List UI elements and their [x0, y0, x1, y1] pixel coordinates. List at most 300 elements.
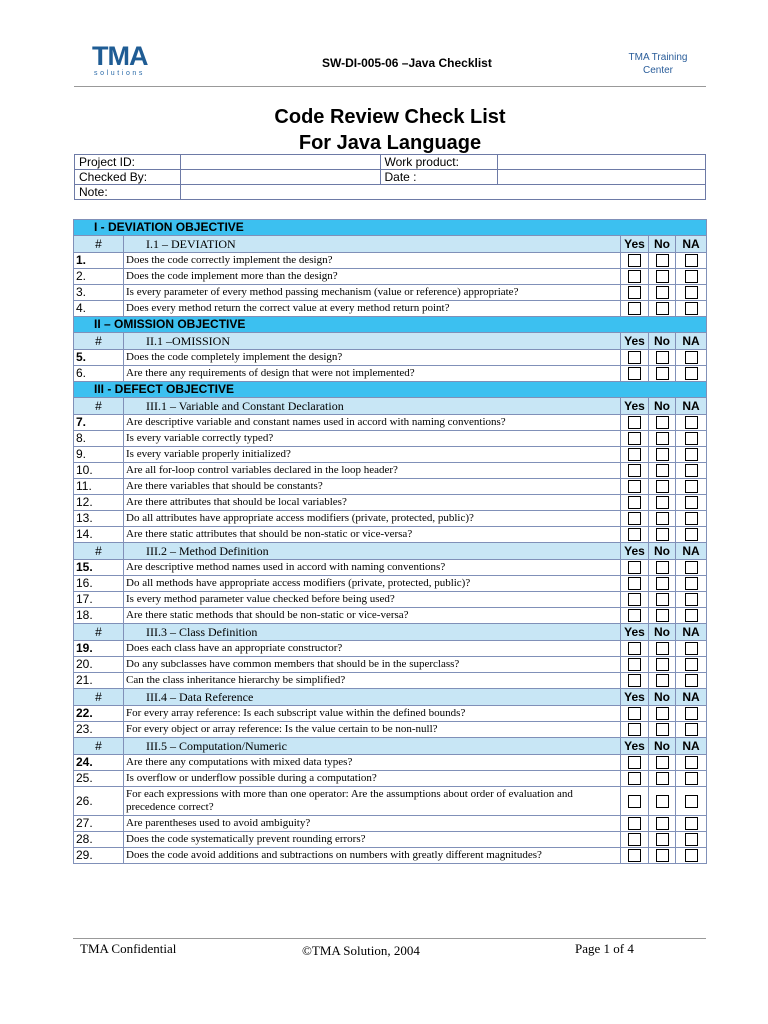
item-number: 27.	[74, 816, 124, 832]
no-cell	[649, 463, 676, 479]
no-checkbox[interactable]	[656, 609, 669, 622]
no-checkbox[interactable]	[656, 795, 669, 808]
section-title: II – OMISSION OBJECTIVE	[74, 317, 707, 333]
item-question: Does the code completely implement the design?	[124, 350, 621, 366]
no-checkbox[interactable]	[656, 302, 669, 315]
yes-checkbox[interactable]	[628, 270, 641, 283]
checklist-item-row	[74, 511, 707, 527]
no-checkbox[interactable]	[656, 254, 669, 267]
checklist-item-row	[74, 576, 707, 592]
yes-checkbox[interactable]	[628, 302, 641, 315]
yes-cell	[621, 641, 649, 657]
na-cell	[676, 755, 707, 771]
item-question: Does every method return the correct value at every method return point?	[124, 301, 621, 317]
no-cell	[649, 657, 676, 673]
yes-checkbox[interactable]	[628, 528, 641, 541]
item-number: 22.	[74, 706, 124, 722]
na-checkbox[interactable]	[685, 416, 698, 429]
na-checkbox[interactable]	[685, 609, 698, 622]
yes-checkbox[interactable]	[628, 254, 641, 267]
no-checkbox[interactable]	[656, 707, 669, 720]
yes-checkbox[interactable]	[628, 577, 641, 590]
na-checkbox[interactable]	[685, 756, 698, 769]
hash-header: #	[74, 333, 124, 350]
na-cell	[676, 706, 707, 722]
na-checkbox[interactable]	[685, 642, 698, 655]
no-cell	[649, 592, 676, 608]
yes-checkbox[interactable]	[628, 674, 641, 687]
na-cell	[676, 269, 707, 285]
yes-cell	[621, 771, 649, 787]
na-checkbox[interactable]	[685, 367, 698, 380]
na-cell	[676, 479, 707, 495]
item-number: 15.	[74, 560, 124, 576]
no-checkbox[interactable]	[656, 270, 669, 283]
item-number: 19.	[74, 641, 124, 657]
no-checkbox[interactable]	[656, 367, 669, 380]
document-code: SW-DI-005-06 –Java Checklist	[322, 56, 492, 70]
na-cell	[676, 576, 707, 592]
item-number: 6.	[74, 366, 124, 382]
yes-header: Yes	[621, 333, 649, 350]
no-header: No	[649, 738, 676, 755]
na-checkbox[interactable]	[685, 302, 698, 315]
yes-cell	[621, 560, 649, 576]
item-question: Can the class inheritance hierarchy be simplified?	[124, 673, 621, 689]
item-number: 26.	[74, 787, 124, 816]
item-question: Is overflow or underflow possible during a computation?	[124, 771, 621, 787]
no-checkbox[interactable]	[656, 833, 669, 846]
yes-checkbox[interactable]	[628, 480, 641, 493]
yes-cell	[621, 495, 649, 511]
footer-confidential: TMA Confidential	[80, 941, 177, 956]
hash-header: #	[74, 398, 124, 415]
item-number: 12.	[74, 495, 124, 511]
yes-header: Yes	[621, 738, 649, 755]
yes-cell	[621, 673, 649, 689]
checklist-item-row	[74, 285, 707, 301]
no-cell	[649, 415, 676, 431]
checked-by-field[interactable]	[180, 170, 380, 185]
no-checkbox[interactable]	[656, 849, 669, 862]
na-cell	[676, 592, 707, 608]
checklist-item-row	[74, 253, 707, 269]
na-cell	[676, 560, 707, 576]
item-question: For every array reference: Is each subscript value within the defined bounds?	[124, 706, 621, 722]
yes-checkbox[interactable]	[628, 561, 641, 574]
na-checkbox[interactable]	[685, 707, 698, 720]
no-header: No	[649, 333, 676, 350]
project-id-field[interactable]	[180, 155, 380, 170]
na-cell	[676, 527, 707, 543]
item-question: For every object or array reference: Is the value certain to be non-null?	[124, 722, 621, 738]
yes-checkbox[interactable]	[628, 849, 641, 862]
yes-cell	[621, 787, 649, 816]
subsection-header-row	[74, 398, 707, 415]
na-cell	[676, 415, 707, 431]
item-question: Is every variable correctly typed?	[124, 431, 621, 447]
item-question: Do any subclasses have common members that should be in the superclass?	[124, 657, 621, 673]
na-checkbox[interactable]	[685, 351, 698, 364]
checklist-item-row	[74, 657, 707, 673]
checklist-item-row	[74, 608, 707, 624]
hash-header: #	[74, 543, 124, 560]
na-checkbox[interactable]	[685, 448, 698, 461]
item-number: 21.	[74, 673, 124, 689]
section-header-row	[74, 220, 707, 236]
no-header: No	[649, 624, 676, 641]
yes-checkbox[interactable]	[628, 817, 641, 830]
na-checkbox[interactable]	[685, 833, 698, 846]
yes-checkbox[interactable]	[628, 448, 641, 461]
no-checkbox[interactable]	[656, 756, 669, 769]
na-checkbox[interactable]	[685, 480, 698, 493]
item-question: Is every variable properly initialized?	[124, 447, 621, 463]
checklist-item-row	[74, 495, 707, 511]
yes-checkbox[interactable]	[628, 432, 641, 445]
yes-checkbox[interactable]	[628, 642, 641, 655]
item-question: Are descriptive method names used in accord with naming conventions?	[124, 560, 621, 576]
yes-cell	[621, 657, 649, 673]
no-cell	[649, 560, 676, 576]
item-question: Does each class have an appropriate constructor?	[124, 641, 621, 657]
section-title: I - DEVIATION OBJECTIVE	[74, 220, 707, 236]
no-cell	[649, 816, 676, 832]
checklist-item-row	[74, 415, 707, 431]
yes-checkbox[interactable]	[628, 286, 641, 299]
na-cell	[676, 657, 707, 673]
no-header: No	[649, 236, 676, 253]
yes-header: Yes	[621, 543, 649, 560]
na-cell	[676, 816, 707, 832]
na-checkbox[interactable]	[685, 464, 698, 477]
item-question: Are all for-loop control variables declared in the loop header?	[124, 463, 621, 479]
subsection-title: I.1 – DEVIATION	[124, 236, 621, 253]
checklist-item-row	[74, 673, 707, 689]
item-question: Are there any computations with mixed data types?	[124, 755, 621, 771]
yes-checkbox[interactable]	[628, 772, 641, 785]
yes-cell	[621, 722, 649, 738]
na-checkbox[interactable]	[685, 577, 698, 590]
item-question: Does the code correctly implement the design?	[124, 253, 621, 269]
date-field[interactable]	[498, 170, 706, 185]
item-question: Do all attributes have appropriate access modifiers (private, protected, public)?	[124, 511, 621, 527]
na-checkbox[interactable]	[685, 795, 698, 808]
yes-cell	[621, 415, 649, 431]
no-checkbox[interactable]	[656, 448, 669, 461]
no-checkbox[interactable]	[656, 642, 669, 655]
header-divider	[74, 86, 706, 87]
checked-by-label: Checked By:	[75, 170, 181, 185]
item-number: 23.	[74, 722, 124, 738]
no-cell	[649, 350, 676, 366]
yes-cell	[621, 706, 649, 722]
na-cell	[676, 608, 707, 624]
yes-cell	[621, 576, 649, 592]
na-checkbox[interactable]	[685, 512, 698, 525]
na-cell	[676, 832, 707, 848]
item-number: 3.	[74, 285, 124, 301]
na-header: NA	[676, 689, 707, 706]
yes-checkbox[interactable]	[628, 512, 641, 525]
na-header: NA	[676, 236, 707, 253]
item-number: 28.	[74, 832, 124, 848]
yes-checkbox[interactable]	[628, 795, 641, 808]
na-checkbox[interactable]	[685, 270, 698, 283]
no-checkbox[interactable]	[656, 772, 669, 785]
na-cell	[676, 447, 707, 463]
no-cell	[649, 495, 676, 511]
yes-header: Yes	[621, 624, 649, 641]
item-number: 29.	[74, 848, 124, 864]
item-question: Do all methods have appropriate access modifiers (private, protected, public)?	[124, 576, 621, 592]
no-cell	[649, 832, 676, 848]
na-checkbox[interactable]	[685, 432, 698, 445]
na-header: NA	[676, 333, 707, 350]
item-number: 1.	[74, 253, 124, 269]
item-question: Does the code avoid additions and subtractions on numbers with greatly different magnitudes?	[124, 848, 621, 864]
subsection-header-row	[74, 236, 707, 253]
item-question: Is every parameter of every method passing mechanism (value or reference) appropriate?	[124, 285, 621, 301]
item-number: 17.	[74, 592, 124, 608]
na-cell	[676, 771, 707, 787]
no-cell	[649, 755, 676, 771]
yes-checkbox[interactable]	[628, 707, 641, 720]
na-header: NA	[676, 738, 707, 755]
subsection-header-row	[74, 624, 707, 641]
no-cell	[649, 285, 676, 301]
item-number: 5.	[74, 350, 124, 366]
yes-cell	[621, 463, 649, 479]
checklist-item-row	[74, 366, 707, 382]
no-cell	[649, 848, 676, 864]
logo-subtext: solutions	[94, 70, 146, 77]
no-cell	[649, 787, 676, 816]
no-cell	[649, 722, 676, 738]
na-cell	[676, 253, 707, 269]
no-cell	[649, 366, 676, 382]
na-checkbox[interactable]	[685, 772, 698, 785]
yes-checkbox[interactable]	[628, 756, 641, 769]
no-cell	[649, 673, 676, 689]
item-number: 18.	[74, 608, 124, 624]
checklist-item-row	[74, 431, 707, 447]
subsection-title: III.2 – Method Definition	[124, 543, 621, 560]
yes-cell	[621, 527, 649, 543]
no-cell	[649, 527, 676, 543]
item-question: Are descriptive variable and constant names used in accord with naming conventions?	[124, 415, 621, 431]
na-checkbox[interactable]	[685, 593, 698, 606]
subsection-header-row	[74, 543, 707, 560]
item-question: Does the code implement more than the design?	[124, 269, 621, 285]
na-checkbox[interactable]	[685, 817, 698, 830]
yes-cell	[621, 832, 649, 848]
page-title	[74, 104, 706, 156]
yes-checkbox[interactable]	[628, 658, 641, 671]
no-checkbox[interactable]	[656, 416, 669, 429]
checklist-item-row	[74, 269, 707, 285]
section-header-row	[74, 317, 707, 333]
subsection-title: III.3 – Class Definition	[124, 624, 621, 641]
yes-checkbox[interactable]	[628, 593, 641, 606]
item-number: 10.	[74, 463, 124, 479]
na-cell	[676, 431, 707, 447]
yes-cell	[621, 755, 649, 771]
checklist-item-row	[74, 560, 707, 576]
no-header: No	[649, 398, 676, 415]
yes-checkbox[interactable]	[628, 416, 641, 429]
item-number: 13.	[74, 511, 124, 527]
yes-cell	[621, 479, 649, 495]
na-cell	[676, 285, 707, 301]
no-checkbox[interactable]	[656, 593, 669, 606]
footer-page-number: Page 1 of 4	[575, 941, 634, 956]
hash-header: #	[74, 624, 124, 641]
footer-divider	[73, 938, 706, 939]
no-header: No	[649, 689, 676, 706]
no-checkbox[interactable]	[656, 480, 669, 493]
checklist-item-row	[74, 592, 707, 608]
note-label: Note:	[75, 185, 181, 200]
no-cell	[649, 608, 676, 624]
yes-cell	[621, 447, 649, 463]
yes-cell	[621, 350, 649, 366]
yes-checkbox[interactable]	[628, 496, 641, 509]
na-cell	[676, 366, 707, 382]
item-question: Are there variables that should be constants?	[124, 479, 621, 495]
checklist-item-row	[74, 706, 707, 722]
na-checkbox[interactable]	[685, 496, 698, 509]
yes-checkbox[interactable]	[628, 723, 641, 736]
date-label: Date :	[380, 170, 498, 185]
subsection-title: III.1 – Variable and Constant Declaration	[124, 398, 621, 415]
yes-cell	[621, 269, 649, 285]
hash-header: #	[74, 236, 124, 253]
na-checkbox[interactable]	[685, 658, 698, 671]
yes-header: Yes	[621, 236, 649, 253]
no-checkbox[interactable]	[656, 577, 669, 590]
yes-cell	[621, 608, 649, 624]
na-cell	[676, 463, 707, 479]
training-center-label	[616, 51, 700, 77]
yes-cell	[621, 431, 649, 447]
yes-checkbox[interactable]	[628, 464, 641, 477]
project-info-table	[74, 154, 706, 200]
work-product-field[interactable]	[498, 155, 706, 170]
no-cell	[649, 641, 676, 657]
no-checkbox[interactable]	[656, 723, 669, 736]
na-checkbox[interactable]	[685, 286, 698, 299]
item-question: Are there any requirements of design that were not implemented?	[124, 366, 621, 382]
checklist-table	[73, 219, 707, 864]
yes-checkbox[interactable]	[628, 367, 641, 380]
subsection-title: III.4 – Data Reference	[124, 689, 621, 706]
no-checkbox[interactable]	[656, 658, 669, 671]
no-checkbox[interactable]	[656, 432, 669, 445]
item-question: Are there attributes that should be local variables?	[124, 495, 621, 511]
item-number: 4.	[74, 301, 124, 317]
subsection-header-row	[74, 689, 707, 706]
na-header: NA	[676, 398, 707, 415]
checklist-item-row	[74, 463, 707, 479]
note-field[interactable]	[180, 185, 705, 200]
section-header-row	[74, 382, 707, 398]
yes-cell	[621, 592, 649, 608]
yes-header: Yes	[621, 689, 649, 706]
item-number: 20.	[74, 657, 124, 673]
checklist-item-row	[74, 787, 707, 816]
yes-cell	[621, 816, 649, 832]
na-checkbox[interactable]	[685, 723, 698, 736]
na-checkbox[interactable]	[685, 254, 698, 267]
no-cell	[649, 269, 676, 285]
no-checkbox[interactable]	[656, 674, 669, 687]
logo-text: TMA	[92, 41, 148, 71]
na-checkbox[interactable]	[685, 561, 698, 574]
no-checkbox[interactable]	[656, 817, 669, 830]
item-question: Are parentheses used to avoid ambiguity?	[124, 816, 621, 832]
no-checkbox[interactable]	[656, 496, 669, 509]
no-checkbox[interactable]	[656, 464, 669, 477]
checklist-item-row	[74, 641, 707, 657]
na-cell	[676, 511, 707, 527]
checklist-item-row	[74, 301, 707, 317]
subsection-header-row	[74, 738, 707, 755]
checklist-item-row	[74, 479, 707, 495]
no-checkbox[interactable]	[656, 351, 669, 364]
na-checkbox[interactable]	[685, 528, 698, 541]
no-cell	[649, 479, 676, 495]
item-question: Are there static methods that should be non-static or vice-versa?	[124, 608, 621, 624]
center-line-2: Center	[642, 65, 673, 76]
no-checkbox[interactable]	[656, 561, 669, 574]
na-checkbox[interactable]	[685, 674, 698, 687]
title-line-1: Code Review Check List	[274, 106, 506, 128]
subsection-header-row	[74, 333, 707, 350]
center-line-1: TMA Training	[628, 52, 688, 63]
yes-checkbox[interactable]	[628, 833, 641, 846]
no-checkbox[interactable]	[656, 528, 669, 541]
yes-checkbox[interactable]	[628, 351, 641, 364]
na-checkbox[interactable]	[685, 849, 698, 862]
yes-cell	[621, 253, 649, 269]
checklist-item-row	[74, 832, 707, 848]
hash-header: #	[74, 738, 124, 755]
no-checkbox[interactable]	[656, 286, 669, 299]
footer-copyright: ©TMA Solution, 2004	[302, 943, 420, 958]
item-question: For each expressions with more than one operator: Are the assumptions about order of evaluation and precedence correct?	[124, 787, 621, 816]
no-checkbox[interactable]	[656, 512, 669, 525]
yes-checkbox[interactable]	[628, 609, 641, 622]
checklist-item-row	[74, 722, 707, 738]
item-number: 14.	[74, 527, 124, 543]
item-number: 8.	[74, 431, 124, 447]
title-line-2: For Java Language	[298, 132, 482, 154]
na-cell	[676, 301, 707, 317]
checklist-item-row	[74, 527, 707, 543]
yes-cell	[621, 301, 649, 317]
item-number: 25.	[74, 771, 124, 787]
item-number: 16.	[74, 576, 124, 592]
item-number: 2.	[74, 269, 124, 285]
na-cell	[676, 787, 707, 816]
checklist-item-row	[74, 816, 707, 832]
subsection-title: III.5 – Computation/Numeric	[124, 738, 621, 755]
work-product-label: Work product:	[380, 155, 498, 170]
no-cell	[649, 771, 676, 787]
yes-cell	[621, 285, 649, 301]
item-number: 24.	[74, 755, 124, 771]
